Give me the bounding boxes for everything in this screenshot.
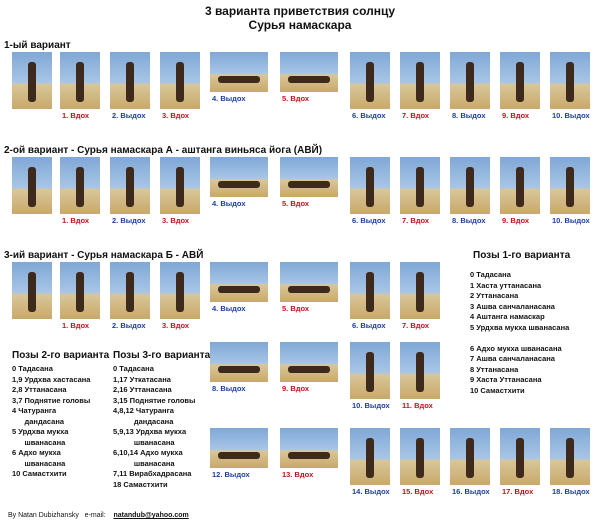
figure-silhouette (28, 167, 36, 207)
pose-list-item: 0 Тадасана (470, 270, 511, 279)
variant3-heading: 3-ий вариант - Сурья намаскара Б - АВЙ (4, 250, 204, 261)
breath-caption: 7. Вдох (402, 111, 430, 120)
pose-photo (400, 428, 440, 485)
breath-caption: 9. Вдох (502, 216, 530, 225)
breath-caption: 16. Выдох (452, 487, 490, 496)
pose-photo (400, 342, 440, 399)
breath-caption: 11. Вдох (402, 401, 433, 410)
figure-silhouette (566, 167, 574, 207)
breath-caption: 5. Вдох (282, 304, 310, 313)
poses3-heading: Позы 3-го варианта (113, 350, 211, 361)
pose-list-item: 0 Тадасана (12, 364, 53, 373)
pose-photo (210, 262, 268, 302)
pose-list-item: 4 Чатуранга (12, 406, 57, 415)
poses1-list (470, 270, 569, 396)
figure-silhouette (176, 62, 184, 102)
breath-caption: 2. Выдох (112, 111, 146, 120)
figure-silhouette (218, 286, 260, 293)
figure-silhouette (218, 452, 260, 459)
pose-photo (12, 262, 52, 319)
pose-list-item: 5,9,13 Урдхва мукха (113, 427, 187, 436)
pose-photo (160, 52, 200, 109)
breath-caption: 6. Выдох (352, 111, 386, 120)
figure-silhouette (366, 62, 374, 102)
pose-list-item: 8 Уттанасана (470, 364, 519, 374)
figure-silhouette (288, 76, 330, 83)
variant1-heading: 1-ый вариант (4, 40, 71, 51)
figure-silhouette (366, 352, 374, 392)
pose-photo (210, 52, 268, 92)
breath-caption: 1. Вдох (62, 216, 90, 225)
pose-photo (60, 52, 100, 109)
figure-silhouette (126, 167, 134, 207)
pose-photo (280, 52, 338, 92)
figure-silhouette (288, 452, 330, 459)
poses3-list (113, 364, 195, 490)
pose-list-item (470, 333, 569, 344)
breath-caption: 13. Вдох (282, 470, 314, 479)
pose-list-item: 10 Самастхити (12, 469, 67, 478)
figure-silhouette (76, 272, 84, 312)
pose-photo (210, 157, 268, 197)
footer-email-link[interactable]: natandub@yahoo.com (113, 512, 189, 519)
pose-list-item: 1,17 Уткатасана (113, 374, 171, 384)
pose-photo (350, 157, 390, 214)
pose-list-item: 5 Урдхва мукха шванасана (470, 322, 570, 332)
figure-silhouette (126, 62, 134, 102)
pose-list-item: 4,8,12 Чатуранга (113, 406, 174, 415)
pose-photo (450, 157, 490, 214)
pose-list-item: 2 Уттанасана (470, 291, 519, 300)
figure-silhouette (366, 438, 374, 478)
figure-silhouette (366, 272, 374, 312)
pose-photo (160, 262, 200, 319)
breath-caption: 5. Вдох (282, 199, 310, 208)
poses2-heading: Позы 2-го варианта (12, 350, 110, 361)
breath-caption: 17. Вдох (502, 487, 534, 496)
pose-list-item: 1,9 Урдхва хастасана (12, 374, 91, 384)
figure-silhouette (288, 181, 330, 188)
breath-caption: 10. Выдох (552, 216, 590, 225)
pose-list-item: 3,7 Поднятие головы (12, 395, 91, 405)
pose-list-item: шванасана (12, 458, 66, 468)
pose-photo (210, 342, 268, 382)
pose-list-item: шванасана (12, 437, 66, 447)
poses1-heading: Позы 1-го варианта (473, 250, 571, 261)
breath-caption: 2. Выдох (112, 216, 146, 225)
figure-silhouette (466, 62, 474, 102)
pose-photo (500, 157, 540, 214)
pose-list-item: 9 Хаста Уттанасана (470, 375, 542, 384)
figure-silhouette (516, 438, 524, 478)
pose-list-item: 6,10,14 Адхо мукха (113, 448, 183, 457)
pose-list-item: 3 Ашва санчаланасана (470, 301, 555, 311)
breath-caption: 3. Вдох (162, 321, 190, 330)
figure-silhouette (566, 438, 574, 478)
pose-photo (450, 428, 490, 485)
pose-list-item: 18 Самастхити (113, 479, 168, 489)
breath-caption: 7. Вдох (402, 321, 430, 330)
pose-list-item: дандасана (113, 416, 174, 426)
figure-silhouette (416, 167, 424, 207)
breath-caption: 10. Выдох (352, 401, 390, 410)
variant2-heading: 2-ой вариант - Сурья намаскара А - аштанга виньяса йога (АВЙ) (4, 145, 323, 156)
pose-list-item: 0 Тадасана (113, 364, 154, 373)
figure-silhouette (288, 286, 330, 293)
pose-list-item: шванасана (113, 437, 175, 447)
breath-caption: 3. Вдох (162, 216, 190, 225)
figure-silhouette (516, 167, 524, 207)
poses2-list (12, 364, 90, 480)
pose-photo (350, 262, 390, 319)
pose-list-item: 10 Самастхити (470, 385, 525, 395)
breath-caption: 9. Вдох (502, 111, 530, 120)
breath-caption: 4. Выдох (212, 199, 246, 208)
pose-photo (280, 157, 338, 197)
breath-caption: 5. Вдох (282, 94, 310, 103)
footer-author: By Natan Dubizhansky (8, 512, 79, 519)
pose-list-item: 7 Ашва санчаланасана (470, 354, 555, 363)
pose-list-item: 2,16 Уттанасана (113, 385, 172, 394)
figure-silhouette (76, 167, 84, 207)
pose-list-item: 7,11 Вирабхадрасана (113, 469, 192, 478)
pose-photo (350, 342, 390, 399)
pose-photo (350, 428, 390, 485)
pose-list-item: 2,8 Уттанасана (12, 385, 67, 394)
pose-photo (350, 52, 390, 109)
breath-caption: 3. Вдох (162, 111, 190, 120)
figure-silhouette (76, 62, 84, 102)
pose-list-item: 6 Адхо мукха шванасана (470, 343, 562, 353)
breath-caption: 1. Вдох (62, 321, 90, 330)
pose-photo (500, 428, 540, 485)
footer-email-label: e-mail: (84, 512, 106, 519)
pose-photo (280, 262, 338, 302)
pose-list-item: 3,15 Поднятие головы (113, 395, 196, 405)
page-subtitle: Сурья намаскара (248, 18, 352, 32)
figure-silhouette (516, 62, 524, 102)
pose-photo (550, 52, 590, 109)
figure-silhouette (566, 62, 574, 102)
pose-photo (500, 52, 540, 109)
figure-silhouette (416, 62, 424, 102)
pose-photo (400, 262, 440, 319)
breath-caption: 18. Выдох (552, 487, 590, 496)
pose-photo (280, 342, 338, 382)
pose-photo (210, 428, 268, 468)
figure-silhouette (218, 181, 260, 188)
figure-silhouette (466, 167, 474, 207)
footer (8, 512, 189, 519)
breath-caption: 4. Выдох (212, 94, 246, 103)
breath-caption: 6. Выдох (352, 321, 386, 330)
figure-silhouette (28, 62, 36, 102)
breath-caption: 12. Выдох (212, 470, 250, 479)
breath-caption: 4. Выдох (212, 304, 246, 313)
figure-silhouette (176, 167, 184, 207)
pose-photo (550, 428, 590, 485)
pose-photo (280, 428, 338, 468)
figure-silhouette (218, 76, 260, 83)
figure-silhouette (366, 167, 374, 207)
breath-caption: 10. Выдох (552, 111, 590, 120)
figure-silhouette (416, 272, 424, 312)
pose-photo (400, 52, 440, 109)
pose-list-item: 4 Аштанга намаскар (470, 312, 545, 321)
breath-caption: 2. Выдох (112, 321, 146, 330)
pose-photo (12, 52, 52, 109)
figure-silhouette (416, 352, 424, 392)
pose-list-item: 5 Урдхва мукха (12, 427, 69, 436)
pose-photo (12, 157, 52, 214)
figure-silhouette (176, 272, 184, 312)
figure-silhouette (126, 272, 134, 312)
figure-silhouette (288, 366, 330, 373)
pose-photo (110, 262, 150, 319)
pose-list-item: шванасана (113, 458, 175, 468)
figure-silhouette (218, 366, 260, 373)
breath-caption: 14. Выдох (352, 487, 390, 496)
breath-caption: 8. Выдох (212, 384, 246, 393)
figure-silhouette (28, 272, 36, 312)
pose-photo (160, 157, 200, 214)
pose-photo (550, 157, 590, 214)
pose-photo (110, 157, 150, 214)
pose-photo (60, 262, 100, 319)
pose-photo (60, 157, 100, 214)
pose-photo (450, 52, 490, 109)
breath-caption: 8. Выдох (452, 111, 486, 120)
pose-photo (110, 52, 150, 109)
breath-caption: 15. Вдох (402, 487, 434, 496)
breath-caption: 9. Вдох (282, 384, 310, 393)
breath-caption: 1. Вдох (62, 111, 90, 120)
pose-list-item: 1 Хаста уттанасана (470, 280, 542, 290)
breath-caption: 8. Выдох (452, 216, 486, 225)
breath-caption: 6. Выдох (352, 216, 386, 225)
breath-caption: 7. Вдох (402, 216, 430, 225)
figure-silhouette (416, 438, 424, 478)
page-title: 3 варианта приветствия солнцу (204, 4, 396, 18)
figure-silhouette (466, 438, 474, 478)
pose-list-item: 6 Адхо мукха (12, 448, 61, 457)
pose-list-item: дандасана (12, 416, 65, 426)
pose-photo (400, 157, 440, 214)
